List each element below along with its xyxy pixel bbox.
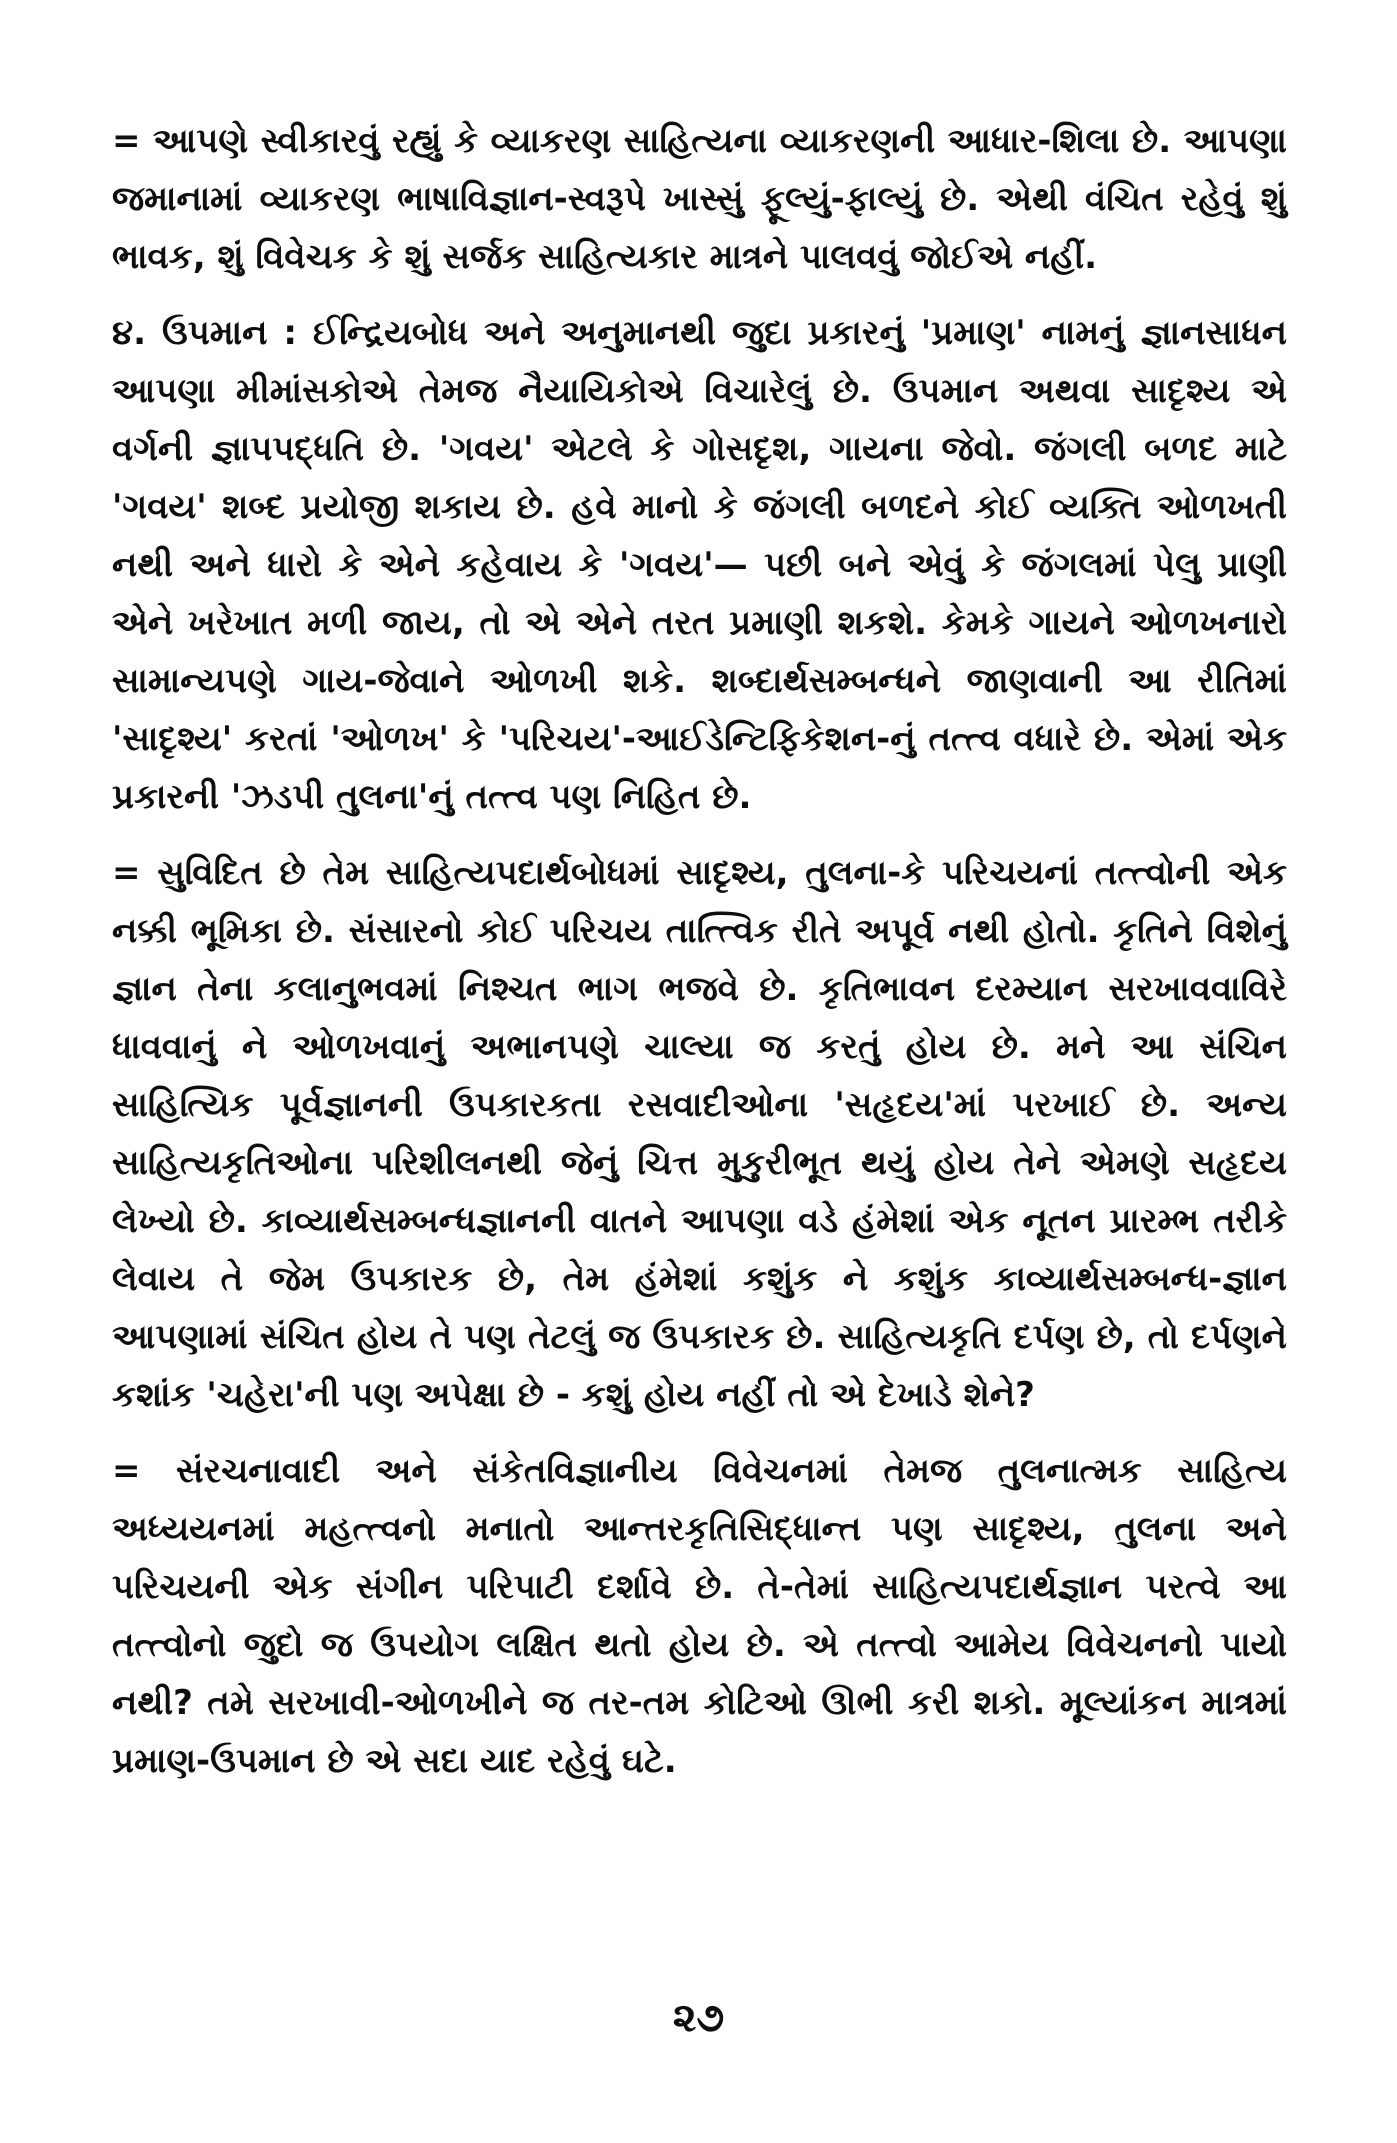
paragraph-structuralism: = સંરચનાવાદી અને સંકેતવિજ્ઞાનીય વિવેચનમાં તેમજ તુલનાત્મક સાહિત્ય અધ્યયનમાં મહત્ત્વનો મનાતો આન્તરકૃતિસિદ્ધાન્ત પણ સાદૃશ્ય, તુલના અને પરિચયની એક સંગીન પરિપાટી દર્શાવે છે. તે-તેમાં સાહિત્યપદાર્થજ્ઞાન પરત્વે આ તત્ત્વોનો જુદો જ ઉપયોગ લક્ષિત થતો હોય છે. એ તત્ત્વો આમેય વિવેચનનો પાયો નથી? તમે સરખાવી-ઓળખીને જ તર-તમ કોટિઓ ઊભી કરી શકો. મૂલ્યાંકન માત્રમાં પ્રમાણ-ઉપમાન છે એ સદા યાદ રહેવું ઘટે. bbox=[112, 1451, 1287, 1781]
page-number: ૨૭ bbox=[672, 1995, 725, 2041]
paragraph-grammar: = આપણે સ્વીકારવું રહ્યું કે વ્યાકરણ સાહિત્યના વ્યાકરણની આધાર-શિલા છે. આપણા જમાનામાં વ્યાકરણ ભાષાવિજ્ઞાન-સ્વરૂપે ખાસ્સું ફૂલ્યું-ફાલ્યું છે. એથી વંચિત રહેવું શું ભાવક, શું વિવેચક કે શું સર્જક સાહિત્યકાર માત્રને પાલવવું જોઈએ નહીં. bbox=[112, 121, 1287, 277]
body-text bbox=[112, 112, 1287, 1790]
paragraph-upamana: ૪. ઉપમાન : ઈન્દ્રિયબોધ અને અનુમાનથી જુદા પ્રકારનું 'પ્રમાણ' નામનું જ્ઞાનસાધન આપણા મીમાંસકોએ તેમજ નૈયાયિકોએ વિચારેલું છે. ઉપમાન અથવા સાદૃશ્ય એ વર્ગની જ્ઞાપપદ્ધતિ છે. 'ગવય' એટલે કે ગોસદૃશ, ગાયના જેવો. જંગલી બળદ માટે 'ગવય' શબ્દ પ્રયોજી શકાય છે. હવે માનો કે જંગલી બળદને કોઈ વ્યક્તિ ઓળખતી નથી અને ધારો કે એને કહેવાય કે 'ગવય'— પછી બને એવું કે જંગલમાં પેલુ પ્રાણી એને ખરેખાત મળી જાય, તો એ એને તરત પ્રમાણી શકશે. કેમકે ગાયને ઓળખનારો સામાન્યપણે ગાય-જેવાને ઓળખી શકે. શબ્દાર્થસમ્બન્ધને જાણવાની આ રીતિમાં 'સાદૃશ્ય' કરતાં 'ઓળખ' કે 'પરિચય'-આઈડેન્ટિફિકેશન-નું તત્ત્વ વધારે છે. એમાં એક પ્રકારની 'ઝડપી તુલના'નું તત્ત્વ પણ નિહિત છે. bbox=[112, 313, 1287, 817]
paragraph-similarity: = સુવિદિત છે તેમ સાહિત્યપદાર્થબોધમાં સાદૃશ્ય, તુલના-કે પરિચયનાં તત્ત્વોની એક નક્કી ભૂમિકા છે. સંસારનો કોઈ પરિચય તાત્ત્વિક રીતે અપૂર્વ નથી હોતો. કૃતિને વિશેનું જ્ઞાન તેના કલાનુભવમાં નિશ્ચત ભાગ ભજવે છે. કૃતિભાવન દરમ્યાન સરખાવવાવિરે ધાવવાનું ને ઓળખવાનું અભાનપણે ચાલ્યા જ કરતું હોય છે. મને આ સંચિન સાહિત્યિક પૂર્વજ્ઞાનની ઉપકારકતા રસવાદીઓના 'સહૃદય'માં પરખાઈ છે. અન્ય સાહિત્યકૃતિઓના પરિશીલનથી જેનું ચિત્ત મુકુરીભૂત થયું હોય તેને એમણે સહૃદય લેખ્યો છે. કાવ્યાર્થસમ્બન્ધજ્ઞાનની વાતને આપણા વડે હંમેશાં એક નૂતન પ્રારમ્ભ તરીકે લેવાય તે જેમ ઉપકારક છે, તેમ હંમેશાં કશુંક ને કશુંક કાવ્યાર્થસમ્બન્ધ-જ્ઞાન આપણામાં સંચિત હોય તે પણ તેટલું જ ઉપકારક છે. સાહિત્યકૃતિ દર્પણ છે, તો દર્પણને કશાંક 'ચહેરા'ની પણ અપેક્ષા છે - કશું હોય નહીં તો એ દેખાડે શેને? bbox=[112, 853, 1287, 1415]
